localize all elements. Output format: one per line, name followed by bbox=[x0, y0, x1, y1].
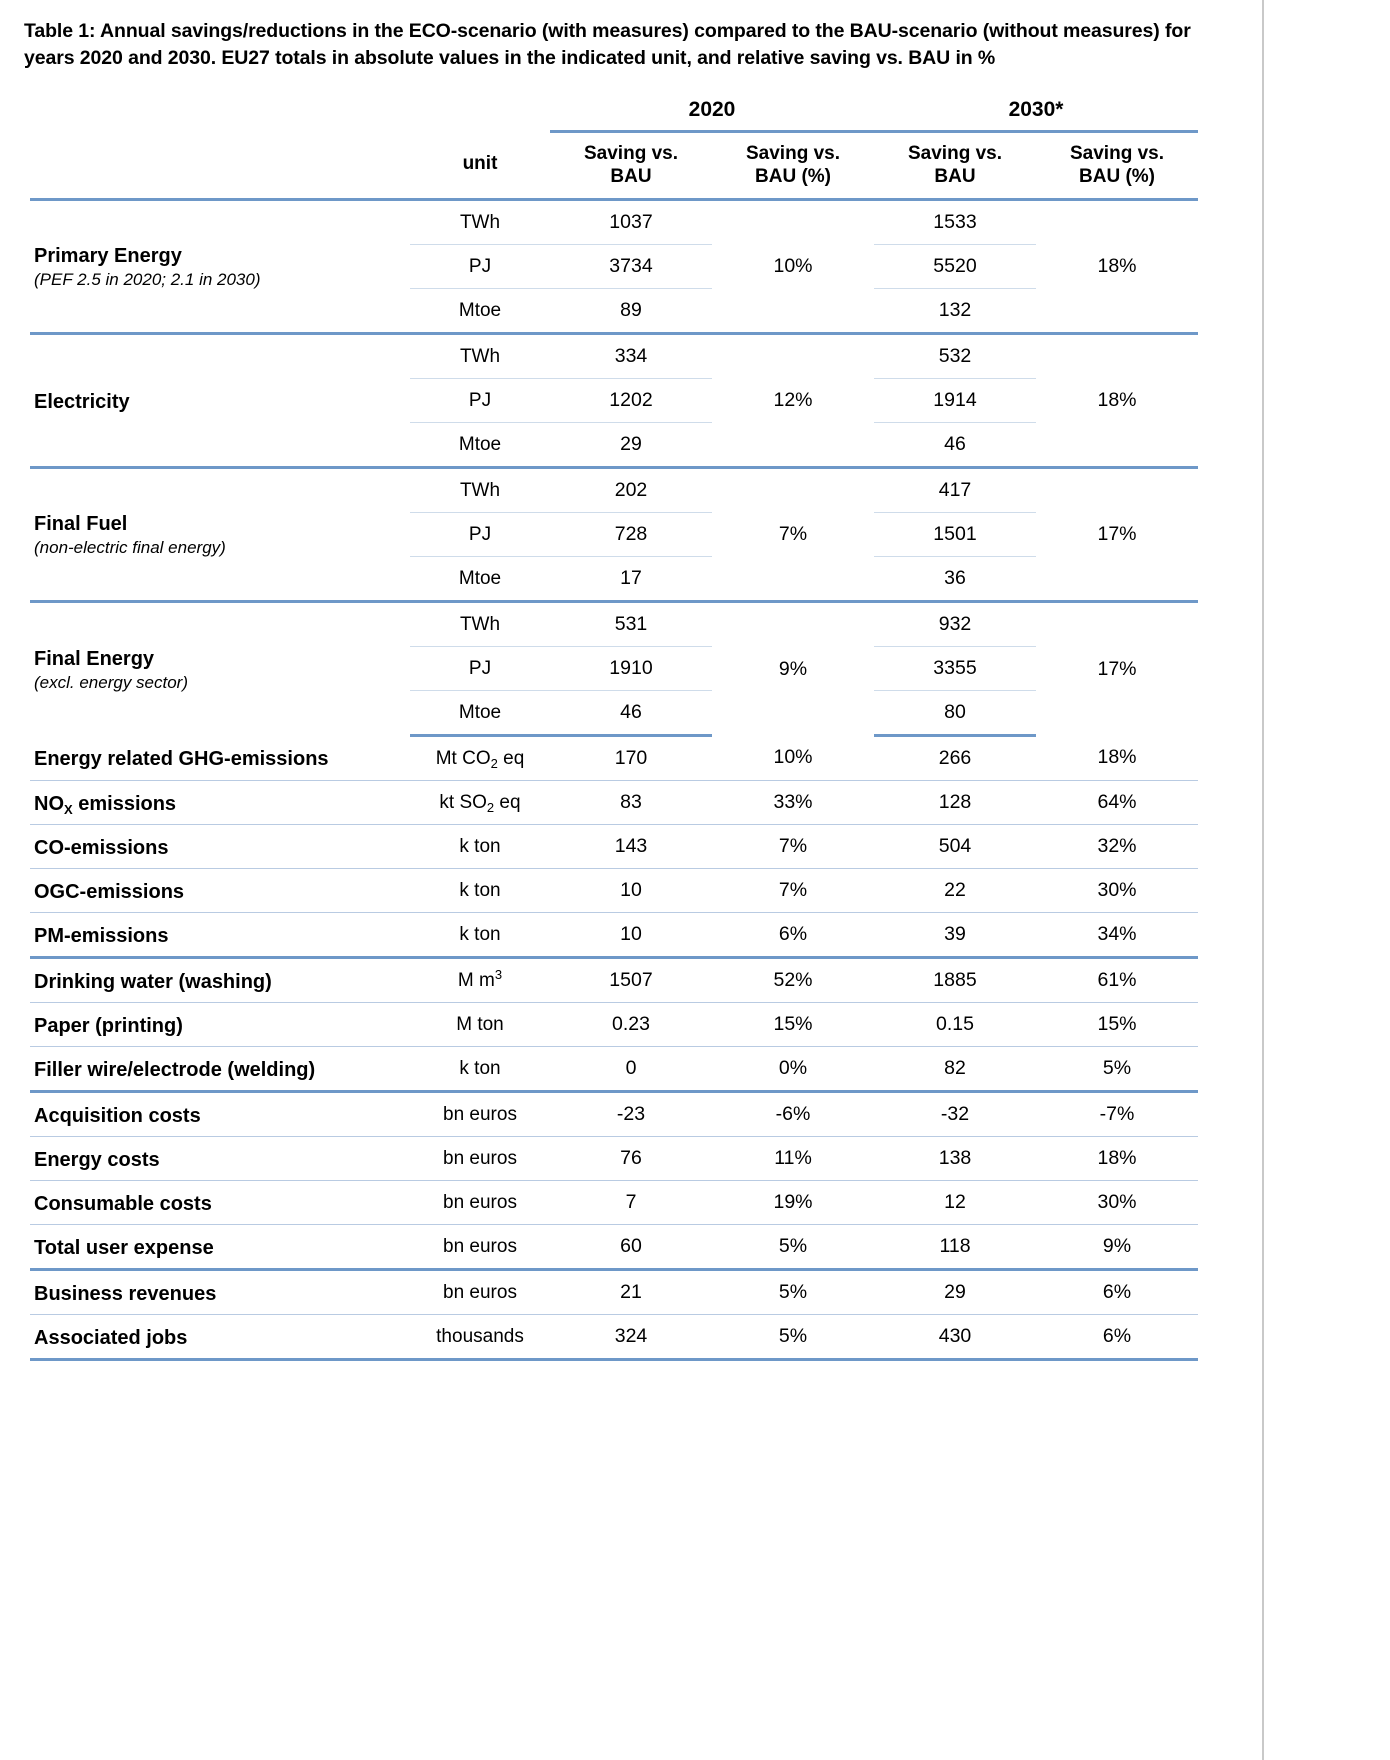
pct-2030: 17% bbox=[1036, 468, 1198, 602]
unit-cell: PJ bbox=[410, 379, 550, 423]
table-row bbox=[30, 468, 1198, 513]
value-2020: 89 bbox=[550, 289, 712, 334]
unit-cell: k ton bbox=[410, 913, 550, 958]
pct-2030: 15% bbox=[1036, 1003, 1198, 1047]
unit-cell: k ton bbox=[410, 1047, 550, 1092]
header-blank-label bbox=[30, 131, 410, 199]
value-2020: 728 bbox=[550, 513, 712, 557]
pct-2030: 30% bbox=[1036, 1181, 1198, 1225]
unit-cell: M ton bbox=[410, 1003, 550, 1047]
row-label: Total user expense bbox=[30, 1225, 410, 1270]
table-row bbox=[30, 736, 1198, 781]
header-2020-pct-l2: BAU (%) bbox=[755, 165, 831, 187]
value-2020: 202 bbox=[550, 468, 712, 513]
value-2030: 532 bbox=[874, 334, 1036, 379]
unit-cell: PJ bbox=[410, 647, 550, 691]
table-row bbox=[30, 869, 1198, 913]
pct-2030: 34% bbox=[1036, 913, 1198, 958]
header-2020-abs-l2: BAU bbox=[610, 165, 652, 187]
value-2020: 17 bbox=[550, 557, 712, 602]
value-2030: 1914 bbox=[874, 379, 1036, 423]
value-2020: 324 bbox=[550, 1315, 712, 1360]
header-2030-pct-l2: BAU (%) bbox=[1079, 165, 1155, 187]
table-row bbox=[30, 1003, 1198, 1047]
row-label: Business revenues bbox=[30, 1270, 410, 1315]
pct-2020: 7% bbox=[712, 468, 874, 602]
value-2030: 138 bbox=[874, 1137, 1036, 1181]
header-spacer bbox=[30, 98, 410, 126]
pct-2030: 30% bbox=[1036, 869, 1198, 913]
header-2030-pct bbox=[1036, 131, 1198, 199]
value-2030: 1533 bbox=[874, 200, 1036, 245]
value-2020: 3734 bbox=[550, 245, 712, 289]
table-row bbox=[30, 1181, 1198, 1225]
value-2020: -23 bbox=[550, 1092, 712, 1137]
value-2020: 1037 bbox=[550, 200, 712, 245]
pct-2020: 11% bbox=[712, 1137, 874, 1181]
value-2030: -32 bbox=[874, 1092, 1036, 1137]
pct-2030: 6% bbox=[1036, 1270, 1198, 1315]
pct-2020: 5% bbox=[712, 1225, 874, 1270]
table-header-group bbox=[30, 98, 1198, 200]
row-label: Energy costs bbox=[30, 1137, 410, 1181]
table-row bbox=[30, 1225, 1198, 1270]
unit-cell: Mtoe bbox=[410, 691, 550, 736]
value-2030: 29 bbox=[874, 1270, 1036, 1315]
table-row bbox=[30, 1270, 1198, 1315]
pct-2020: -6% bbox=[712, 1092, 874, 1137]
pct-2030: -7% bbox=[1036, 1092, 1198, 1137]
pct-2030: 61% bbox=[1036, 958, 1198, 1003]
row-label: Paper (printing) bbox=[30, 1003, 410, 1047]
row-label bbox=[30, 200, 410, 334]
value-2020: 7 bbox=[550, 1181, 712, 1225]
table-row bbox=[30, 602, 1198, 647]
header-2030-pct-l1: Saving vs. bbox=[1070, 142, 1164, 164]
table-row bbox=[30, 1047, 1198, 1092]
value-2030: 504 bbox=[874, 825, 1036, 869]
value-2030: 22 bbox=[874, 869, 1036, 913]
row-label-note: (non-electric final energy) bbox=[34, 538, 226, 558]
header-year-2020: 2020 bbox=[688, 97, 736, 121]
header-spacer-unit bbox=[410, 98, 550, 126]
pct-2020: 5% bbox=[712, 1270, 874, 1315]
value-2020: 60 bbox=[550, 1225, 712, 1270]
value-2030: 82 bbox=[874, 1047, 1036, 1092]
pct-2020: 52% bbox=[712, 958, 874, 1003]
unit-cell: TWh bbox=[410, 334, 550, 379]
unit-cell: bn euros bbox=[410, 1092, 550, 1137]
pct-2020: 7% bbox=[712, 825, 874, 869]
header-2020-abs-l1: Saving vs. bbox=[584, 142, 678, 164]
header-2020-pct-l1: Saving vs. bbox=[746, 142, 840, 164]
row-label-note: (PEF 2.5 in 2020; 2.1 in 2030) bbox=[34, 270, 261, 290]
header-year-row bbox=[30, 98, 1198, 126]
pct-2020: 10% bbox=[712, 200, 874, 334]
header-2020-pct bbox=[712, 131, 874, 199]
unit-cell: TWh bbox=[410, 602, 550, 647]
table-row bbox=[30, 913, 1198, 958]
pct-2030: 17% bbox=[1036, 602, 1198, 736]
value-2030: 417 bbox=[874, 468, 1036, 513]
value-2020: 46 bbox=[550, 691, 712, 736]
row-label-note: (excl. energy sector) bbox=[34, 673, 188, 693]
pct-2030: 6% bbox=[1036, 1315, 1198, 1360]
unit-cell: Mt $CO_2$ eq bbox=[410, 736, 550, 781]
row-label: OGC-emissions bbox=[30, 869, 410, 913]
value-2020: 334 bbox=[550, 334, 712, 379]
header-subcol-row bbox=[30, 131, 1198, 199]
pct-2020: 33% bbox=[712, 781, 874, 825]
value-2030: 46 bbox=[874, 423, 1036, 468]
value-2020: 10 bbox=[550, 869, 712, 913]
pct-2030: 18% bbox=[1036, 200, 1198, 334]
pct-2020: 10% bbox=[712, 736, 874, 781]
pct-2020: 6% bbox=[712, 913, 874, 958]
value-2020: 76 bbox=[550, 1137, 712, 1181]
value-2030: 132 bbox=[874, 289, 1036, 334]
value-2020: 10 bbox=[550, 913, 712, 958]
row-label: Acquisition costs bbox=[30, 1092, 410, 1137]
row-label: Energy related GHG-emissions bbox=[30, 736, 410, 781]
value-2030: 932 bbox=[874, 602, 1036, 647]
value-2030: 0.15 bbox=[874, 1003, 1036, 1047]
header-2030-abs bbox=[874, 131, 1036, 199]
unit-cell: PJ bbox=[410, 513, 550, 557]
row-label-main: Final Energy bbox=[34, 648, 155, 671]
savings-table bbox=[30, 98, 1198, 1361]
row-label-main: Primary Energy bbox=[34, 245, 182, 268]
header-2030-abs-l2: BAU bbox=[934, 165, 976, 187]
table-row bbox=[30, 781, 1198, 825]
unit-cell: bn euros bbox=[410, 1270, 550, 1315]
row-label: Drinking water (washing) bbox=[30, 958, 410, 1003]
value-2020: 143 bbox=[550, 825, 712, 869]
pct-2020: 9% bbox=[712, 602, 874, 736]
unit-cell: bn euros bbox=[410, 1225, 550, 1270]
pct-2020: 12% bbox=[712, 334, 874, 468]
pct-2020: 7% bbox=[712, 869, 874, 913]
pct-2020: 5% bbox=[712, 1315, 874, 1360]
row-label: Consumable costs bbox=[30, 1181, 410, 1225]
value-2020: 29 bbox=[550, 423, 712, 468]
table-simple-rows bbox=[30, 736, 1198, 1360]
pct-2030: 9% bbox=[1036, 1225, 1198, 1270]
unit-cell: kt $SO_2$ eq bbox=[410, 781, 550, 825]
row-label: $NO_X$ emissions bbox=[30, 781, 410, 825]
row-label-main: Electricity bbox=[34, 390, 130, 413]
row-label bbox=[30, 468, 410, 602]
table-row bbox=[30, 825, 1198, 869]
pct-2030: 64% bbox=[1036, 781, 1198, 825]
value-2030: 128 bbox=[874, 781, 1036, 825]
value-2030: 39 bbox=[874, 913, 1036, 958]
header-year-2030: 2030* bbox=[1008, 97, 1064, 121]
table-grouped-rows bbox=[30, 200, 1198, 736]
table-row bbox=[30, 334, 1198, 379]
value-2030: 118 bbox=[874, 1225, 1036, 1270]
value-2020: 1507 bbox=[550, 958, 712, 1003]
pct-2020: 15% bbox=[712, 1003, 874, 1047]
row-label bbox=[30, 602, 410, 736]
row-label: CO-emissions bbox=[30, 825, 410, 869]
unit-cell: Mtoe bbox=[410, 423, 550, 468]
unit-cell: Mtoe bbox=[410, 557, 550, 602]
pct-2030: 18% bbox=[1036, 334, 1198, 468]
row-label: PM-emissions bbox=[30, 913, 410, 958]
pct-2030: 32% bbox=[1036, 825, 1198, 869]
unit-cell: TWh bbox=[410, 200, 550, 245]
value-2030: 36 bbox=[874, 557, 1036, 602]
table-caption: Table 1: Annual savings/reductions in the ECO-scenario (with measures) compared to the BAU-scenario (without measures) for years 2020 and 2030. EU27 totals in absolute values in the indicated unit, and relative saving vs. BAU in % bbox=[24, 20, 1191, 69]
header-2030-abs-l1: Saving vs. bbox=[908, 142, 1002, 164]
value-2020: 83 bbox=[550, 781, 712, 825]
header-unit: unit bbox=[410, 131, 550, 199]
value-2030: 430 bbox=[874, 1315, 1036, 1360]
value-2030: 1885 bbox=[874, 958, 1036, 1003]
table-row bbox=[30, 1092, 1198, 1137]
value-2020: 0.23 bbox=[550, 1003, 712, 1047]
unit-cell: thousands bbox=[410, 1315, 550, 1360]
pct-2030: 5% bbox=[1036, 1047, 1198, 1092]
unit-cell: M $m^3$ bbox=[410, 958, 550, 1003]
pct-2030: 18% bbox=[1036, 736, 1198, 781]
row-label: Associated jobs bbox=[30, 1315, 410, 1360]
table-row bbox=[30, 958, 1198, 1003]
value-2020: 531 bbox=[550, 602, 712, 647]
unit-cell: Mtoe bbox=[410, 289, 550, 334]
page-right-rule bbox=[1262, 0, 1264, 1760]
table-row bbox=[30, 1137, 1198, 1181]
table-row bbox=[30, 200, 1198, 245]
value-2030: 266 bbox=[874, 736, 1036, 781]
unit-cell: k ton bbox=[410, 825, 550, 869]
header-2020-abs bbox=[550, 131, 712, 199]
row-label: Filler wire/electrode (welding) bbox=[30, 1047, 410, 1092]
row-label-main: Final Fuel bbox=[34, 513, 128, 536]
unit-cell: bn euros bbox=[410, 1137, 550, 1181]
value-2030: 1501 bbox=[874, 513, 1036, 557]
value-2030: 5520 bbox=[874, 245, 1036, 289]
value-2020: 1910 bbox=[550, 647, 712, 691]
unit-cell: k ton bbox=[410, 869, 550, 913]
value-2020: 1202 bbox=[550, 379, 712, 423]
value-2030: 80 bbox=[874, 691, 1036, 736]
unit-cell: bn euros bbox=[410, 1181, 550, 1225]
table-row bbox=[30, 1315, 1198, 1360]
value-2020: 21 bbox=[550, 1270, 712, 1315]
value-2020: 170 bbox=[550, 736, 712, 781]
unit-cell: TWh bbox=[410, 468, 550, 513]
value-2030: 3355 bbox=[874, 647, 1036, 691]
value-2030: 12 bbox=[874, 1181, 1036, 1225]
pct-2030: 18% bbox=[1036, 1137, 1198, 1181]
row-label bbox=[30, 334, 410, 468]
value-2020: 0 bbox=[550, 1047, 712, 1092]
unit-cell: PJ bbox=[410, 245, 550, 289]
pct-2020: 0% bbox=[712, 1047, 874, 1092]
pct-2020: 19% bbox=[712, 1181, 874, 1225]
